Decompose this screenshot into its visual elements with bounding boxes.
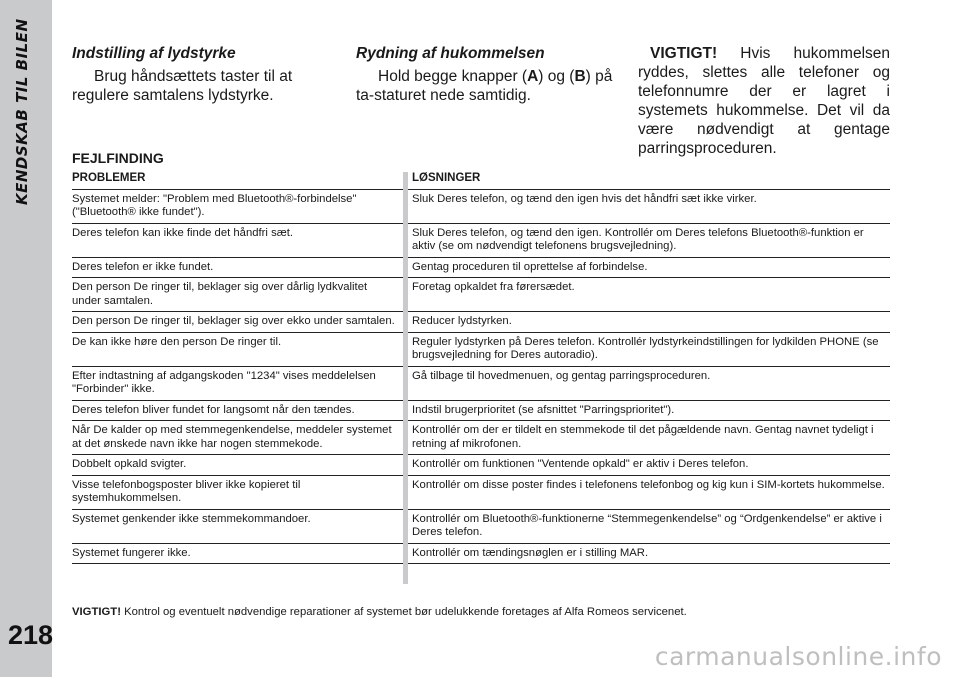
key-a: A <box>527 68 539 85</box>
problem-cell: Systemet fungerer ikke. <box>72 546 191 559</box>
table-row <box>72 190 890 224</box>
important-note <box>638 44 890 158</box>
problem-cell: Dobbelt opkald svigter. <box>72 458 187 470</box>
problem-cell: De kan ikke høre den person De ringer til. <box>72 335 282 348</box>
table-row <box>72 476 890 510</box>
table-row <box>72 510 890 544</box>
footer-note-text: Kontrol og eventuelt nødvendige reparationer af systemet bør udelukkende foretages af Alfa Romeos servicenet. <box>124 606 687 618</box>
solution-cell: Kontrollér om tændingsnøglen er i stilling MAR. <box>412 546 649 559</box>
footer-note <box>72 606 890 618</box>
table-row <box>72 367 890 401</box>
table-row <box>72 278 890 312</box>
problem-cell: Deres telefon er ikke fundet. <box>72 260 214 273</box>
table-row <box>72 544 890 565</box>
table-row <box>72 312 890 333</box>
table-row <box>72 401 890 422</box>
volume-section <box>72 44 334 105</box>
solution-cell: Foretag opkaldet fra førersædet. <box>412 281 575 293</box>
footer-note-label: VIGTIGT! <box>72 606 121 618</box>
solution-cell: Indstil brugerprioritet (se afsnittet "Parringsprioritet"). <box>412 403 675 416</box>
solution-cell: Kontrollér om der er tildelt en stemmekode til det pågældende navn. Gentag navnet tydeligt i retning af mikrofonen. <box>412 424 874 450</box>
important-label: VIGTIGT! <box>650 45 718 62</box>
table-row <box>72 455 890 476</box>
troubleshooting-table <box>72 168 890 564</box>
troubleshooting-title: FEJLFINDING <box>72 150 164 166</box>
solution-cell: Sluk Deres telefon, og tænd den igen. Kontrollér om Deres telefons Bluetooth®-funktion er aktiv (se om nødvendigt telefonens brugsvejledning). <box>412 226 864 252</box>
solution-cell: Gå tilbage til hovedmenuen, og gentag parringsproceduren. <box>412 369 711 382</box>
volume-heading: Indstilling af lydstyrke <box>72 45 236 62</box>
solution-cell: Reducer lydstyrken. <box>412 315 512 327</box>
problem-cell: Efter indtastning af adgangskoden "1234" vises meddelelsen "Forbinder" ikke. <box>72 369 376 395</box>
problem-cell: Systemet melder: "Problem med Bluetooth®-forbindelse" ("Bluetooth® ikke fundet"). <box>72 192 357 218</box>
key-b: B <box>574 68 586 85</box>
section-label <box>13 179 31 205</box>
column-divider <box>403 172 408 584</box>
solution-cell: Kontrollér om funktionen "Ventende opkald" er aktiv i Deres telefon. <box>412 458 749 470</box>
problem-cell: Visse telefonbogsposter bliver ikke kopieret til systemhukommelsen. <box>72 478 301 504</box>
watermark: carmanualsonline.info <box>654 642 942 671</box>
solution-cell: Sluk Deres telefon, og tænd den igen hvis det håndfri sæt ikke virker. <box>412 192 757 205</box>
volume-text: Brug håndsættets taster til at regulere samtalens lydstyrke. <box>72 68 293 104</box>
memory-clear-text: Hold begge knapper (A) og (B) på ta-staturet nede samtidig. <box>356 68 613 104</box>
solution-cell: Kontrollér om Bluetooth®-funktionerne “Stemmegenkendelse” og “Ordgenkendelse” er aktive i Deres telefon. <box>412 512 882 538</box>
memory-clear-heading: Rydning af hukommelsen <box>356 45 545 62</box>
solution-cell: Gentag proceduren til oprettelse af forbindelse. <box>412 260 648 273</box>
header-problems: PROBLEMER <box>72 172 146 184</box>
memory-clear-section <box>356 44 616 105</box>
solution-cell: Reguler lydstyrken på Deres telefon. Kontrollér lydstyrkeindstillingen for lydkilden PHONE (se brugsvejledning for Deres autoradio). <box>412 335 879 361</box>
table-row <box>72 258 890 279</box>
table-row <box>72 421 890 455</box>
table-header <box>72 168 890 190</box>
problem-cell: Når De kalder op med stemmegenkendelse, meddeler systemet at det ønskede navn ikke har nogen stemmekode. <box>72 424 392 450</box>
problem-cell: Den person De ringer til, beklager sig over dårlig lydkvalitet under samtalen. <box>72 281 368 307</box>
problem-cell: Deres telefon bliver fundet for langsomt når den tændes. <box>72 403 355 416</box>
problem-cell: Den person De ringer til, beklager sig over ekko under samtalen. <box>72 315 395 327</box>
solution-cell: Kontrollér om disse poster findes i telefonens telefonbog og kig kun i SIM-kortets hukommelse. <box>412 478 885 491</box>
problem-cell: Systemet genkender ikke stemmekommandoer. <box>72 512 311 525</box>
header-solutions: LØSNINGER <box>412 172 481 184</box>
table-row <box>72 224 890 258</box>
problem-cell: Deres telefon kan ikke finde det håndfri sæt. <box>72 226 294 239</box>
page-number: 218 <box>8 620 54 650</box>
important-text: Hvis hukommelsen ryddes, slettes alle telefoner og telefonnumre der er lagret i systemets hukommelse. Det vil da være nødvendigt at gentage parringsproceduren. <box>638 45 891 157</box>
table-row <box>72 333 890 367</box>
